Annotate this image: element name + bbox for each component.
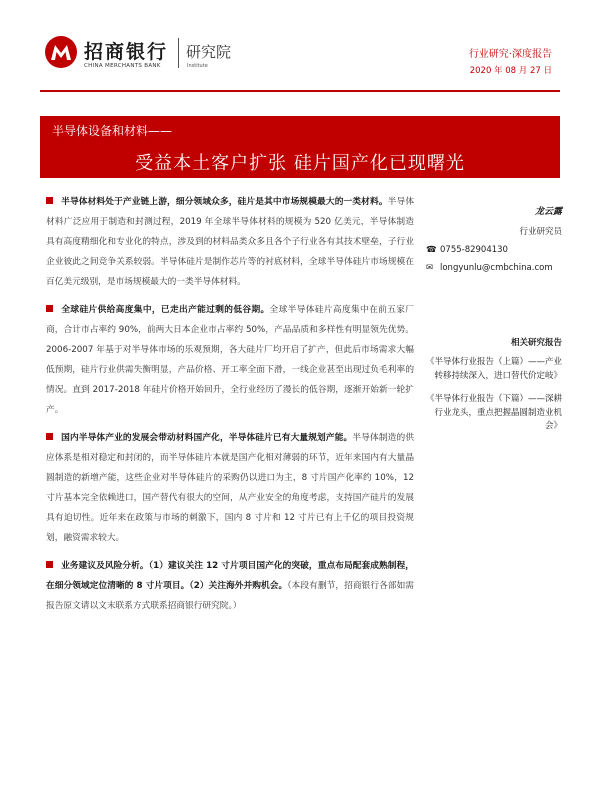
paragraph-lead: 国内半导体产业的发展会带动材料国产化，半导体硅片已有大量规划产能。: [61, 433, 353, 443]
report-title: 受益本土客户扩张 硅片国产化已现曙光: [135, 153, 465, 174]
report-date: 2020 年 08 月 27 日: [469, 66, 552, 76]
summary-paragraph: [46, 428, 414, 548]
paragraph-lead: 全球硅片供给高度集中，已走出产能过剩的低谷期。: [61, 305, 270, 315]
report-category: 半导体设备和材料——: [52, 124, 173, 138]
paragraph-lead: 半导体材料处于产业链上游，细分领域众多，硅片是其中市场规模最大的一类材料。: [61, 197, 388, 207]
report-summary: [46, 192, 414, 616]
analyst-email: [422, 263, 562, 273]
summary-paragraph: [46, 556, 414, 616]
report-type: 行业研究·深度报告: [468, 49, 552, 60]
bullet-square-icon: [46, 305, 53, 312]
paragraph-text: 半导体制造的供应体系是相对稳定和封闭的，而半导体硅片本就是国产化相对薄弱的环节，近年来国内有大量晶圆制造的新增产能，这些企业对半导体硅片的采购仍以进口为主，8 寸片国产化率约 10%，12 寸片基本完全依赖进口，国产替代有很大的空间，从产业安全的角度考虑，支持国产硅片的发展具有迫切性。近年来在政策与市场的刺激下，国内 8 寸片和 12 寸片已有上千亿的项目投资规划，融资需求较大。: [46, 433, 415, 543]
bullet-square-icon: [46, 433, 53, 440]
bullet-square-icon: [46, 197, 53, 204]
related-report-link[interactable]: 《半导体行业报告（上篇）——产业转移持续深入，进口替代价定岐》: [425, 357, 562, 381]
logo-divider: [178, 38, 179, 68]
brand-name-en: CHINA MERCHANTS BANK: [84, 63, 161, 69]
brand-name-cn: 招商银行: [84, 41, 169, 63]
analyst-title: 行业研究员: [519, 227, 562, 237]
paragraph-text: （本段有删节，招商银行各部如需报告原文请以文末联系方式联系招商银行研究院。）: [46, 581, 414, 611]
bullet-square-icon: [46, 561, 53, 568]
header-divider: [40, 90, 560, 92]
related-reports-heading: 相关研究报告: [510, 338, 562, 348]
related-reports-list: [422, 356, 562, 444]
cmb-logo-icon: [44, 35, 78, 69]
phone-value: 0755-82904130: [440, 245, 508, 255]
paragraph-text: 半导体材料广泛应用于制造和封测过程，2019 年全球半导体材料的规模为 520 亿美元，半导体制造具有高度精细化和专业化的特点，涉及到的材料品类众多且各个子行业各有其技术壁垒，子行业企业彼此之间竞争关系较弱。半导体硅片是制作芯片等的衬底材料，全球半导体硅片市场规模在百亿美元级别，是市场规模最大的一类半导体材料。: [46, 197, 415, 287]
institute-name-cn: 研究院: [186, 43, 232, 61]
phone-icon: ☎: [426, 245, 437, 255]
analyst-name: 龙云露: [534, 207, 562, 217]
related-report-link[interactable]: 《半导体行业报告（下篇）——深耕行业龙头，重点把握晶圆制造业机会》: [425, 394, 562, 431]
institute-name-en: Institute: [187, 63, 208, 69]
mail-icon: ✉: [426, 263, 434, 273]
analyst-phone: [422, 245, 562, 255]
summary-paragraph: [46, 300, 414, 420]
paragraph-text: 全球半导体硅片高度集中在前五家厂商，合计市占率约 90%，前两大日本企业市占率约 50%，产品品质和多样性有明显领先优势。2006-2007 年基于对半导体市场的乐观预期，各大硅片厂均开启了扩产，但此后市场需求大幅低预期，硅片行业供需失衡明显，产品价格、开工率全面下滑，一线企业甚至出现过负毛利率的情况。直到 2017-2018 年硅片价格开始回升，全行业经历了漫长的低谷期，逐渐开始新一轮扩产。: [46, 305, 415, 415]
sidebar: [422, 204, 562, 431]
title-banner: [40, 116, 560, 178]
paragraph-lead: 业务建议及风险分析。（1）建议关注 12 寸片项目国产化的突破，重点布局配套成熟制程，在细分领域定位清晰的 8 寸片项目。（2）关注海外并购机会。: [46, 561, 414, 591]
email-value[interactable]: longyunlu@cmbchina.com: [440, 263, 553, 273]
summary-paragraph: [46, 192, 414, 292]
